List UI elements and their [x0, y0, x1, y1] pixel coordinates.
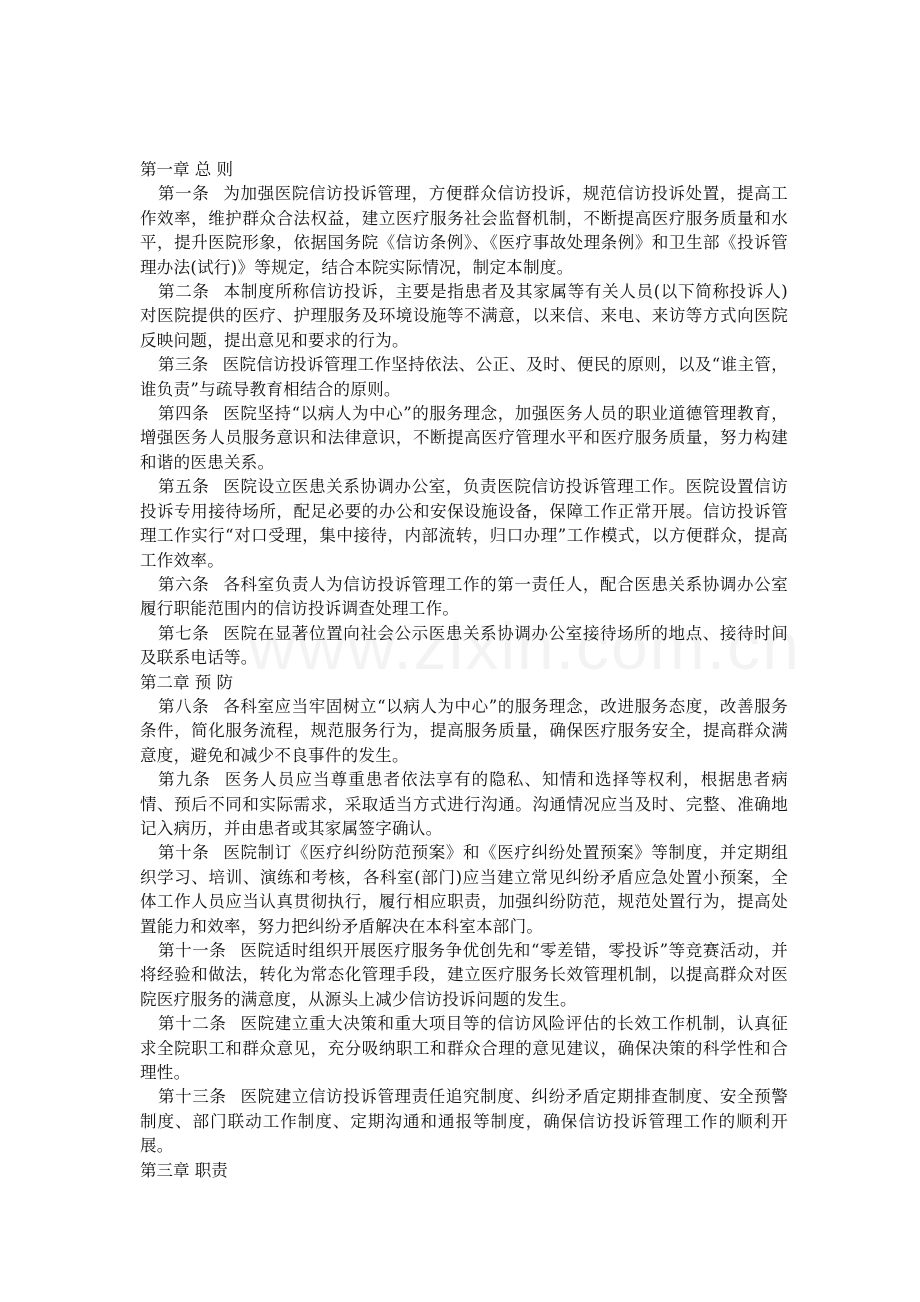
article-text: 为加强医院信访投诉管理，方便群众信访投诉，规范信访投诉处置，提高工作效率，维护群众合法权益，建立医疗服务社会监督机制，不断提高医疗服务质量和水平，提升医院形象，依据国务院《信访条例》、《医疗事故处理条例》和卫生部《投诉管理办法(试行)》等规定，结合本院实际情况，制定本制度。 [140, 184, 788, 277]
article-number: 第六条 [158, 574, 210, 594]
article-number: 第十二条 [158, 1014, 227, 1034]
article-text: 各科室应当牢固树立“以病人为中心”的服务理念，改进服务态度，改善服务条件，简化服务流程，规范服务行为，提高服务质量，确保医疗服务安全，提高群众满意度，避免和减少不良事件的发生。 [140, 696, 788, 765]
article-8 [140, 695, 788, 768]
article-12 [140, 1012, 788, 1085]
article-number: 第十条 [158, 843, 210, 863]
article-number: 第九条 [158, 770, 211, 790]
article-number: 第三条 [158, 355, 209, 375]
article-text: 医务人员应当尊重患者依法享有的隐私、知情和选择等权利，根据患者病情、预后不同和实际需求，采取适当方式进行沟通。沟通情况应当及时、完整、准确地记入病历，并由患者或其家属签字确认。 [140, 770, 788, 838]
article-1 [140, 182, 788, 280]
article-3 [140, 353, 788, 402]
article-13 [140, 1085, 788, 1158]
article-5 [140, 475, 788, 573]
article-text: 医院适时组织开展医疗服务争优创先和“零差错，零投诉”等竞赛活动，并将经验和做法，转化为常态化管理手段，建立医疗服务长效管理机制，以提高群众对医院医疗服务的满意度，从源头上减少信访投诉问题的发生。 [140, 941, 788, 1009]
article-number: 第一条 [158, 184, 210, 204]
article-number: 第五条 [158, 477, 210, 497]
article-number: 第十一条 [158, 941, 227, 960]
article-text: 医院建立信访投诉管理责任追究制度、纠纷矛盾定期排查制度、安全预警制度、部门联动工作制度、定期沟通和通报等制度，确保信访投诉管理工作的顺利开展。 [140, 1087, 788, 1156]
article-text: 本制度所称信访投诉，主要是指患者及其家属等有关人员(以下简称投诉人)对医院提供的医疗、护理服务及环境设施等不满意，以来信、来电、来访等方式向医院反映问题，提出意见和要求的行为。 [140, 282, 789, 350]
article-text: 医院建立重大决策和重大项目等的信访风险评估的长效工作机制，认真征求全院职工和群众意见，充分吸纳职工和群众合理的意见建议，确保决策的科学性和合理性。 [140, 1014, 788, 1083]
chapter-1-heading: 第一章 总 则 [140, 160, 233, 179]
article-9 [140, 768, 788, 841]
article-number: 第二条 [158, 282, 210, 302]
article-10 [140, 841, 788, 939]
article-text: 医院坚持“以病人为中心”的服务理念，加强医务人员的职业道德管理教育，增强医务人员服务意识和法律意识，不断提高医疗管理水平和医疗服务质量，努力构建和谐的医患关系。 [140, 404, 788, 472]
article-text: 医院制订《医疗纠纷防范预案》和《医疗纠纷处置预案》等制度，并定期组织学习、培训、演练和考核，各科室(部门)应当建立常见纠纷矛盾应急处置小预案，全体工作人员应当认真贯彻执行，履行相应职责，加强纠纷防范，规范处置行为，提高处置能力和效率，努力把纠纷矛盾解决在本科室本部门。 [140, 843, 788, 936]
article-7 [140, 622, 788, 671]
article-4 [140, 402, 788, 475]
article-number: 第七条 [158, 623, 210, 643]
article-number: 第四条 [158, 404, 210, 424]
document-body [140, 158, 788, 1183]
article-2 [140, 280, 788, 353]
article-6 [140, 573, 788, 622]
article-text: 各科室负责人为信访投诉管理工作的第一责任人，配合医患关系协调办公室履行职能范围内的信访投诉调查处理工作。 [140, 574, 788, 619]
article-text: 医院在显著位置向社会公示医患关系协调办公室接待场所的地点、接待时间及联系电话等。 [140, 623, 788, 668]
article-number: 第十三条 [158, 1087, 227, 1107]
article-11 [140, 939, 788, 1012]
article-text: 医院设立医患关系协调办公室，负责医院信访投诉管理工作。医院设置信访投诉专用接待场所，配足必要的办公和安保设施设备，保障工作正常开展。信访投诉管理工作实行“对口受理，集中接待，内部流转，归口办理”工作模式，以方便群众，提高工作效率。 [140, 477, 788, 570]
article-number: 第八条 [158, 696, 210, 716]
chapter-2-heading: 第二章 预 防 [140, 672, 233, 692]
article-text: 医院信访投诉管理工作坚持依法、公正、及时、便民的原则，以及“谁主管，谁负责”与疏导教育相结合的原则。 [140, 355, 788, 399]
chapter-3-heading: 第三章 职责 [140, 1160, 228, 1180]
